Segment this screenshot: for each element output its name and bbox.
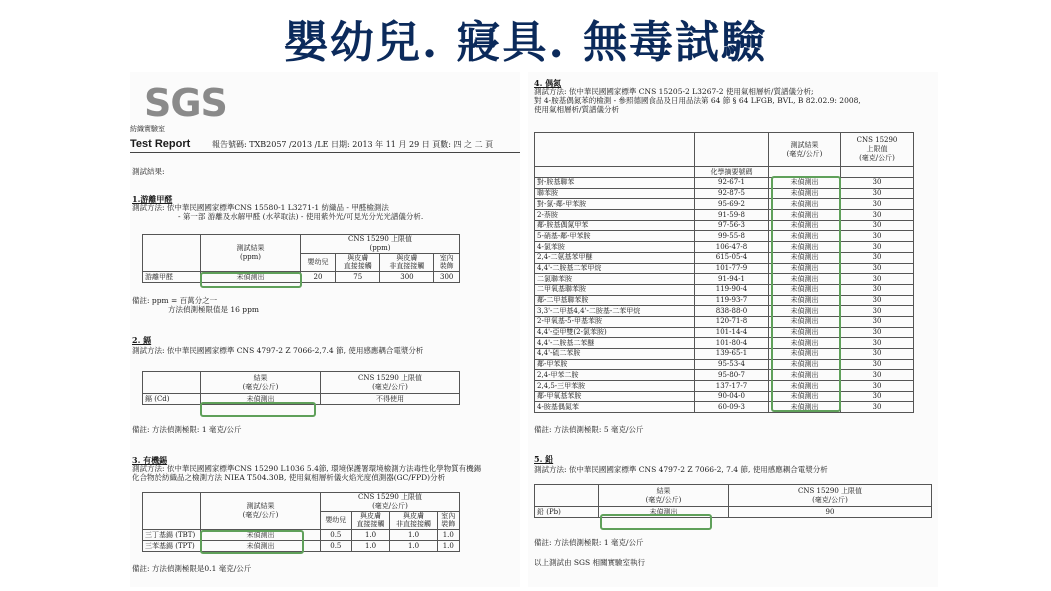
result-cell: 未偵測出 bbox=[769, 199, 841, 210]
table-cell: 90-04-0 bbox=[695, 391, 769, 402]
table-cell: 30 bbox=[841, 274, 914, 285]
table-row bbox=[535, 210, 914, 221]
table-cell: 90 bbox=[729, 507, 932, 518]
header-text: 直接接觸 bbox=[356, 520, 385, 529]
table-header bbox=[769, 133, 841, 167]
table-cell: 鄰-甲苯胺 bbox=[535, 359, 695, 370]
section-method: 測試方法: 依中華民國國家標準 CNS 15205-2 L3267-2 使用氣相層析/質譜儀分析; bbox=[534, 87, 814, 96]
section-title-cadmium: 2. 鎘 bbox=[132, 335, 152, 345]
table-cell: 4,4'-硫二苯胺 bbox=[535, 349, 695, 360]
table-cell: 95-80-7 bbox=[695, 370, 769, 381]
table-cell: 鎘 (Cd) bbox=[143, 394, 201, 405]
section-method: 對 4-胺基偶氮苯的檢測 - 參照德國食品及日用品法第 64 節 § 64 LFGB, BVL, B 82.02.9: 2008, bbox=[534, 96, 861, 105]
table-cell: 30 bbox=[841, 402, 914, 413]
table-cell: 119-90-4 bbox=[695, 284, 769, 295]
table-cell: 838-88-0 bbox=[695, 306, 769, 317]
table-cell: 3,3'-二甲基4,4'-二胺基-二苯甲烷 bbox=[535, 306, 695, 317]
header-text: (毫克/公斤) bbox=[242, 511, 279, 519]
table-row bbox=[535, 252, 914, 263]
footer-note: 以上測試由 SGS 相關實驗室執行 bbox=[534, 558, 646, 567]
table-cell: 30 bbox=[841, 359, 914, 370]
table-cell: 0.5 bbox=[321, 541, 352, 552]
result-cell: 未偵測出 bbox=[201, 394, 321, 405]
result-cell: 未偵測出 bbox=[201, 272, 301, 283]
table-header bbox=[301, 235, 460, 254]
header-text: 非直接接觸 bbox=[396, 520, 432, 529]
result-cell: 未偵測出 bbox=[769, 359, 841, 370]
result-highlight bbox=[200, 402, 316, 417]
note: 方法偵測極限值是 16 ppm bbox=[168, 305, 260, 314]
table-cell: 120-71-8 bbox=[695, 316, 769, 327]
header-text: 結果 bbox=[253, 373, 268, 382]
table-cell: 4,4'-二胺基二苯甲烷 bbox=[535, 263, 695, 274]
table-header bbox=[841, 133, 914, 167]
table-cell: 鄰-胺基偶氮甲苯 bbox=[535, 220, 695, 231]
table-header bbox=[201, 235, 301, 272]
result-cell: 未偵測出 bbox=[769, 370, 841, 381]
table-cell: 91-94-1 bbox=[695, 274, 769, 285]
table-cell: 30 bbox=[841, 252, 914, 263]
table-cell: 30 bbox=[841, 327, 914, 338]
table-cell: 對-氯-鄰-甲苯胺 bbox=[535, 199, 695, 210]
table-header bbox=[336, 253, 380, 272]
table-header bbox=[321, 372, 460, 394]
note: 備註: 方法偵測極限: 5 毫克/公斤 bbox=[534, 425, 644, 434]
table-cell: 30 bbox=[841, 231, 914, 242]
result-cell: 未偵測出 bbox=[769, 391, 841, 402]
table-cell: 0.5 bbox=[321, 530, 352, 541]
table-cell: 二氯聯苯胺 bbox=[535, 274, 695, 285]
report-meta: 報告號碼: TXB2057 /2013 /LE 日期: 2013 年 11 月 29 日 頁數: 四 之 二 頁 bbox=[212, 140, 494, 149]
section-method: 測試方法: 依中華民國國家標準CNS 15290 L1036 5.4節, 環境保護署環境檢測方法毒性化學物質有機錫 bbox=[132, 464, 482, 473]
result-cell: 未偵測出 bbox=[769, 338, 841, 349]
section-method: 測試方法: 依中華民國國家標準 CNS 4797-2 Z 7066-2, 7.4 節, 使用感應耦合電漿分析 bbox=[534, 465, 828, 474]
table-row bbox=[535, 263, 914, 274]
table-cell: 30 bbox=[841, 338, 914, 349]
header-text: (毫克/公斤) bbox=[372, 382, 408, 391]
table-cell: 101-77-9 bbox=[695, 263, 769, 274]
table-cell: 615-05-4 bbox=[695, 252, 769, 263]
table-cell: 2,4-二氨基苯甲醚 bbox=[535, 252, 695, 263]
table-cell: 1.0 bbox=[390, 541, 437, 552]
table-header bbox=[437, 511, 459, 530]
table-cell: 鉛 (Pb) bbox=[535, 507, 599, 518]
table-cell: 91-59-8 bbox=[695, 210, 769, 221]
table-cell: 2,4,5-三甲苯胺 bbox=[535, 381, 695, 392]
table-cell: 2-萘胺 bbox=[535, 210, 695, 221]
header-text: 裝飾 bbox=[439, 262, 454, 271]
table-row bbox=[535, 359, 914, 370]
header-text: (毫克/公斤) bbox=[812, 495, 848, 504]
header-text: 非直接接觸 bbox=[389, 262, 425, 271]
table-cell: 2-甲氧基-5-甲基苯胺 bbox=[535, 316, 695, 327]
note: 備註: ppm = 百萬分之一 bbox=[132, 296, 218, 305]
table-header: 化學摘要號碼 bbox=[695, 167, 769, 178]
table-cell: 101-80-4 bbox=[695, 338, 769, 349]
header-text: 測試結果 bbox=[790, 140, 819, 149]
results-label: 測試結果: bbox=[132, 167, 165, 176]
section-title-azo: 4. 偶氮 bbox=[534, 78, 562, 88]
table-row bbox=[535, 349, 914, 360]
header-text: 與皮膚 bbox=[396, 253, 418, 262]
section-method: - 第一部 游離及水解甲醛 (水萃取法) - 使用紫外光/可見光分光光譜儀分析. bbox=[178, 212, 424, 221]
table-row bbox=[535, 316, 914, 327]
result-highlight bbox=[600, 514, 712, 530]
result-cell: 未偵測出 bbox=[769, 295, 841, 306]
table-cell: 30 bbox=[841, 242, 914, 253]
table-header bbox=[201, 372, 321, 394]
table-row bbox=[535, 391, 914, 402]
table-header bbox=[729, 485, 932, 507]
note: 備註: 方法偵測極限: 1 毫克/公斤 bbox=[132, 425, 242, 434]
table-row bbox=[535, 338, 914, 349]
table-cell: 4,4'-二胺基二苯醚 bbox=[535, 338, 695, 349]
table-cell: 20 bbox=[301, 272, 336, 283]
table-cell: 30 bbox=[841, 199, 914, 210]
header-text: 結果 bbox=[656, 486, 671, 495]
header-text: 上限值 bbox=[866, 145, 888, 154]
section-title-lead: 5. 鉛 bbox=[534, 454, 554, 464]
table-cell: 30 bbox=[841, 178, 914, 189]
table-cell: 101-14-4 bbox=[695, 327, 769, 338]
table-cell: 4,4'-亞甲雙(2-氯苯胺) bbox=[535, 327, 695, 338]
table-cell bbox=[535, 167, 695, 178]
table-cell: 三苯基錫 (TPT) bbox=[143, 541, 201, 552]
result-cell: 未偵測出 bbox=[769, 327, 841, 338]
table-header: 嬰幼兒 bbox=[321, 511, 352, 530]
cadmium-table bbox=[142, 371, 460, 405]
result-cell: 未偵測出 bbox=[769, 178, 841, 189]
table-cell: 119-93-7 bbox=[695, 295, 769, 306]
table-row bbox=[535, 327, 914, 338]
section-method: 化合物於紡織品之檢測方法 NIEA T504.30B, 使用氣相層析儀火焰光度偵測器(GC/FPD)分析 bbox=[132, 473, 446, 482]
result-cell: 未偵測出 bbox=[769, 188, 841, 199]
result-cell: 未偵測出 bbox=[599, 507, 729, 518]
table-header bbox=[380, 253, 434, 272]
header-text: CNS 15290 上限值 bbox=[798, 486, 862, 495]
result-cell: 未偵測出 bbox=[769, 381, 841, 392]
header-text: CNS 15290 上限值 bbox=[358, 373, 422, 382]
table-cell bbox=[535, 485, 599, 507]
table-row bbox=[535, 199, 914, 210]
table-cell: 30 bbox=[841, 220, 914, 231]
table-header bbox=[434, 253, 460, 272]
lab-name: 紡織實驗室 bbox=[130, 125, 165, 133]
test-report-page-left bbox=[130, 72, 520, 587]
table-cell: 97-56-3 bbox=[695, 220, 769, 231]
table-header bbox=[351, 511, 390, 530]
header-text: (毫克/公斤) bbox=[786, 149, 823, 158]
table-cell: 1.0 bbox=[437, 530, 459, 541]
header-rule bbox=[130, 152, 520, 153]
table-header bbox=[599, 485, 729, 507]
table-cell: 對-胺基聯苯 bbox=[535, 178, 695, 189]
table-cell: 30 bbox=[841, 188, 914, 199]
result-cell: 未偵測出 bbox=[769, 210, 841, 221]
header-text: 測試結果 bbox=[246, 502, 275, 511]
table-cell: 60-09-3 bbox=[695, 402, 769, 413]
table-cell: 不得使用 bbox=[321, 394, 460, 405]
table-cell: 鄰-甲氧基苯胺 bbox=[535, 391, 695, 402]
table-cell: 95-53-4 bbox=[695, 359, 769, 370]
table-cell: 30 bbox=[841, 381, 914, 392]
table-cell: 106-47-8 bbox=[695, 242, 769, 253]
table-cell: 92-67-1 bbox=[695, 178, 769, 189]
table-row bbox=[535, 188, 914, 199]
table-cell bbox=[841, 167, 914, 178]
header-text: (ppm) bbox=[239, 253, 262, 261]
table-header bbox=[390, 511, 437, 530]
table-cell: 300 bbox=[380, 272, 434, 283]
table-cell: 1.0 bbox=[390, 530, 437, 541]
table-cell: 30 bbox=[841, 349, 914, 360]
result-cell: 未偵測出 bbox=[769, 263, 841, 274]
result-cell: 未偵測出 bbox=[769, 242, 841, 253]
header-text: (ppm) bbox=[369, 243, 391, 252]
table-header bbox=[201, 493, 321, 530]
table-cell: 92-87-5 bbox=[695, 188, 769, 199]
table-row bbox=[535, 178, 914, 189]
table-cell: 30 bbox=[841, 316, 914, 327]
header-text: CNS 15290 bbox=[856, 136, 898, 145]
table-cell: 30 bbox=[841, 263, 914, 274]
table-row bbox=[535, 231, 914, 242]
section-method: 測試方法: 依中華民國國家標準CNS 15580-1 L3271-1 紡織品 - 甲醛檢測法 bbox=[132, 203, 389, 212]
result-cell: 未偵測出 bbox=[769, 274, 841, 285]
table-cell: 三丁基錫 (TBT) bbox=[143, 530, 201, 541]
table-cell: 30 bbox=[841, 295, 914, 306]
sgs-logo-text: SGS bbox=[144, 81, 227, 125]
result-cell: 未偵測出 bbox=[769, 402, 841, 413]
table-cell bbox=[695, 133, 769, 167]
table-cell: 聯苯胺 bbox=[535, 188, 695, 199]
table-row bbox=[535, 242, 914, 253]
result-highlight bbox=[200, 530, 304, 554]
table-cell: 游離甲醛 bbox=[143, 272, 201, 283]
header-text: (毫克/公斤) bbox=[859, 153, 895, 162]
sgs-logo bbox=[144, 80, 227, 128]
note: 備註: 方法偵測極限: 1 毫克/公斤 bbox=[534, 538, 644, 547]
table-row bbox=[535, 402, 914, 413]
table-row bbox=[535, 284, 914, 295]
note: 備註: 方法偵測極限是0.1 毫克/公斤 bbox=[132, 564, 252, 573]
section-title-formaldehyde: 1.游離甲醛 bbox=[132, 194, 173, 204]
table-cell bbox=[143, 235, 201, 272]
section-method: 測試方法: 依中華民國國家標準 CNS 4797-2 Z 7066-2,7.4 節, 使用感應耦合電漿分析 bbox=[132, 346, 424, 355]
table-cell: 4-氯苯胺 bbox=[535, 242, 695, 253]
section-method: 使用氣相層析/質譜儀分析 bbox=[534, 105, 620, 114]
result-cell: 未偵測出 bbox=[769, 284, 841, 295]
header-text: (毫克/公斤) bbox=[372, 501, 408, 510]
table-cell: 4-胺基偶氮苯 bbox=[535, 402, 695, 413]
table-cell bbox=[143, 372, 201, 394]
table-cell: 二甲氧基聯苯胺 bbox=[535, 284, 695, 295]
header-text: 與皮膚 bbox=[347, 253, 369, 262]
table-cell bbox=[143, 493, 201, 530]
result-cell: 未偵測出 bbox=[769, 349, 841, 360]
header-text: 室內 bbox=[439, 253, 454, 262]
header-text: 與皮膚 bbox=[403, 511, 425, 520]
table-cell: 1.0 bbox=[437, 541, 459, 552]
result-cell: 未偵測出 bbox=[769, 231, 841, 242]
table-row bbox=[535, 381, 914, 392]
table-cell: 300 bbox=[434, 272, 460, 283]
test-report-heading: Test Report bbox=[130, 138, 191, 150]
result-highlight bbox=[200, 272, 302, 288]
table-cell: 137-17-7 bbox=[695, 381, 769, 392]
test-report-page-right bbox=[528, 72, 938, 587]
result-highlight bbox=[771, 176, 841, 412]
table-cell: 95-69-2 bbox=[695, 199, 769, 210]
slide-title: 嬰幼兒. 寢具. 無毒試驗 bbox=[283, 17, 768, 68]
header-text: (毫克/公斤) bbox=[242, 382, 279, 391]
table-cell: 99-55-8 bbox=[695, 231, 769, 242]
result-cell: 未偵測出 bbox=[769, 316, 841, 327]
table-row bbox=[535, 295, 914, 306]
table-cell: 1.0 bbox=[351, 530, 390, 541]
header-text: CNS 15290 上限值 bbox=[358, 493, 422, 501]
result-cell: 未偵測出 bbox=[201, 530, 321, 541]
result-cell: 未偵測出 bbox=[769, 306, 841, 317]
table-cell: 30 bbox=[841, 391, 914, 402]
table-cell: 75 bbox=[336, 272, 380, 283]
header-text: 與皮膚 bbox=[360, 511, 382, 520]
header-text: 測試結果 bbox=[236, 244, 265, 253]
table-cell: 30 bbox=[841, 306, 914, 317]
table-header: 嬰幼兒 bbox=[301, 253, 336, 272]
table-cell: 5-硝基-鄰-甲苯胺 bbox=[535, 231, 695, 242]
header-text: 裝飾 bbox=[441, 520, 456, 529]
azo-table bbox=[534, 132, 914, 413]
table-row bbox=[535, 274, 914, 285]
result-cell: 未偵測出 bbox=[201, 541, 321, 552]
header-text: CNS 15290 上限值 bbox=[348, 235, 412, 243]
table-cell: 30 bbox=[841, 370, 914, 381]
table-cell: 30 bbox=[841, 210, 914, 221]
table-row bbox=[535, 220, 914, 231]
table-cell: 鄰-二甲基聯苯胺 bbox=[535, 295, 695, 306]
lead-table bbox=[534, 484, 932, 518]
result-cell: 未偵測出 bbox=[769, 252, 841, 263]
table-header bbox=[321, 493, 460, 512]
table-cell bbox=[535, 133, 695, 167]
result-cell: 未偵測出 bbox=[769, 220, 841, 231]
table-cell: 30 bbox=[841, 284, 914, 295]
table-cell: 139-65-1 bbox=[695, 349, 769, 360]
table-cell: 2,4-甲苯二胺 bbox=[535, 370, 695, 381]
header-text: 室內 bbox=[441, 511, 456, 520]
table-row bbox=[535, 370, 914, 381]
table-row bbox=[535, 306, 914, 317]
header-text: (毫克/公斤) bbox=[645, 495, 682, 504]
section-title-organotin: 3. 有機錫 bbox=[132, 455, 168, 465]
header-text: 直接接觸 bbox=[343, 262, 372, 271]
table-cell: 1.0 bbox=[351, 541, 390, 552]
